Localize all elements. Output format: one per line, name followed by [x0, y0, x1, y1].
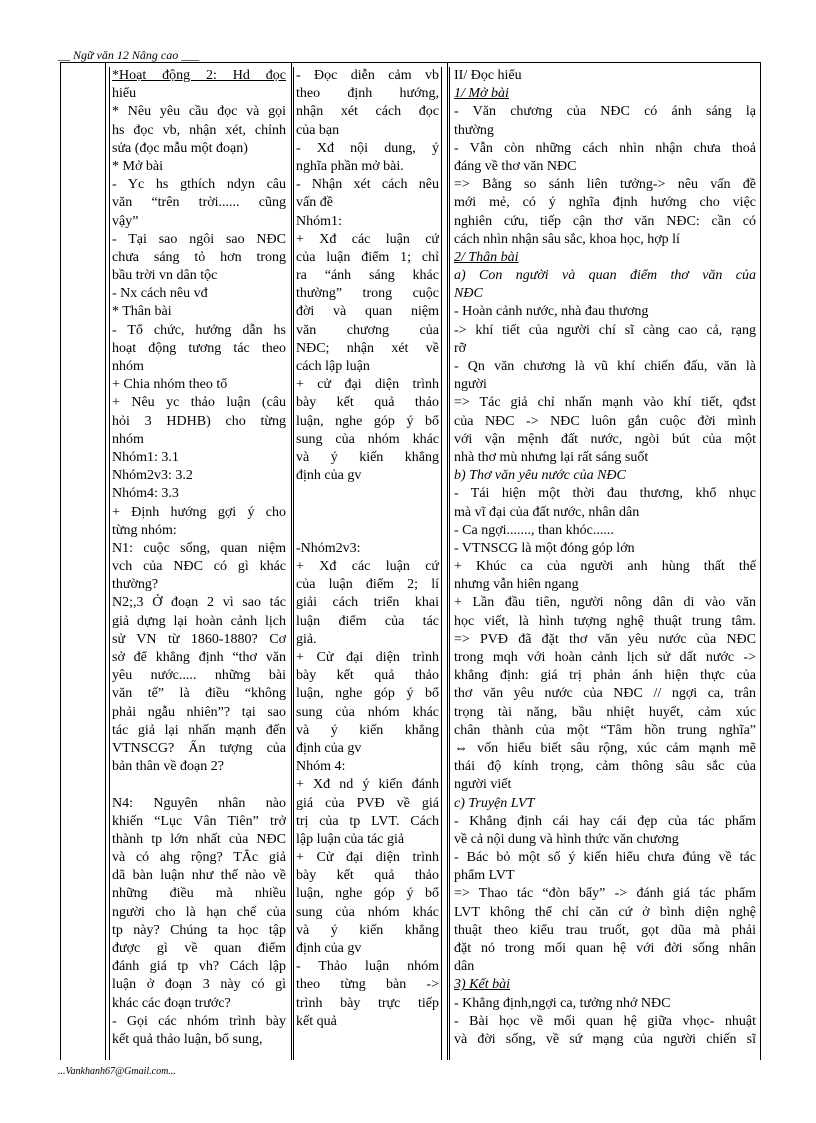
text-line: đặt nó trong mối quan hệ với đời sống nhân: [454, 941, 756, 956]
text-line: N1: cuộc sống, quan niệm: [112, 540, 286, 556]
text-line: giả.: [296, 631, 317, 647]
text-line: người cho là hạn chế của: [112, 904, 286, 920]
text-line: b) Thơ văn yêu nước của NĐC: [454, 468, 626, 484]
text-line: định của gv: [296, 941, 362, 956]
text-line: sử VN từ 1860-1880? Cơ: [112, 631, 286, 647]
text-line: - Yc hs gthích ndyn câu: [112, 177, 286, 193]
page-header: __ Ngữ văn 12 Nâng cao ___: [58, 48, 200, 62]
text-line: chân thành của một “Tâm hồn trung nghĩa”: [454, 722, 756, 738]
text-line: trọng tài năng, bầu nhiệt huyết, cảm xúc: [454, 704, 756, 720]
text-line: a) Con người và quan điểm thơ văn của: [454, 268, 756, 284]
text-line: luận, nghe góp ý bổ: [296, 886, 439, 902]
text-line: giá của PVĐ về giá: [296, 795, 439, 811]
text-line: ra “ánh sáng khác: [296, 268, 439, 284]
text-line: vch của NĐC có gì khác: [112, 559, 286, 575]
text-line: - Thảo luận nhóm: [296, 959, 439, 975]
text-line: + Khúc ca của người anh hùng thất thế: [454, 559, 756, 575]
student-activities-cell: [293, 67, 442, 1060]
text-line: luận, nghe góp ý bổ: [296, 413, 439, 429]
text-line: nghĩa phần mở bài.: [296, 158, 404, 174]
text-line: nhưng vẫn hiên ngang: [454, 577, 579, 593]
text-line: thái độ kính trọng, cảm thông sâu sắc của: [454, 759, 756, 775]
lesson-table: [60, 62, 761, 1060]
text-line: khẳng định: giá trị phản ánh hiện thực của: [454, 668, 756, 684]
text-line: - Ca ngợi......., than khóc......: [454, 522, 614, 538]
text-line: trong mqh với hoàn cảnh lịch sử dất nước ->: [454, 650, 756, 665]
text-line: - Gọi các nhóm trình bày: [112, 1013, 286, 1029]
text-line: [296, 504, 439, 522]
text-line: => Bằng so sánh liên tưởng-> nêu vấn đề: [454, 177, 756, 193]
text-line: bày kết quả thảo: [296, 868, 439, 884]
text-line: với vận mệnh đất nước, ngòi bút của một: [454, 431, 756, 447]
text-line: cách lập luận: [296, 359, 370, 374]
text-line: hoạt động tương tác theo: [112, 340, 286, 356]
text-line: luận ở đoạn 3 này có gì: [112, 977, 286, 993]
text-line: VTNSCG? Ấn tượng của: [112, 740, 286, 756]
text-line: đáng về thơ văn NĐC: [454, 158, 577, 174]
page-footer: ...Vankhanh67@Gmail.com...: [58, 1066, 176, 1077]
text-line: - Vẫn còn những cách nhìn nhận chưa thoả: [454, 140, 756, 156]
text-line: + cử đại diện trình: [296, 377, 439, 393]
lesson-content-column: [447, 63, 761, 1060]
text-line: - Bác bỏ một số ý kiến hiểu chưa đúng về tác: [454, 850, 756, 866]
text-line: giải cách triển khai: [296, 595, 439, 611]
text-line: 2/ Thân bài: [454, 249, 519, 265]
text-line: => Tác giả chỉ nhấn mạnh vào khí tiết, qđst: [454, 395, 756, 411]
text-line: kết quả thảo luận, bổ sung,: [112, 1031, 263, 1047]
text-line: thơ văn yêu nước của NĐC // ngợi ca, trân: [454, 686, 756, 702]
empty-margin-column: [61, 63, 106, 1060]
text-line: định của gv: [296, 468, 362, 484]
text-line: Nhóm2v3: 3.2: [112, 468, 193, 484]
text-line: N2;,3 Ở đoạn 2 vì sao tác: [112, 595, 286, 611]
text-line: - Tại sao ngôi sao NĐC: [112, 231, 286, 247]
text-line: người: [454, 377, 487, 393]
text-line: II/ Đọc hiểu: [454, 68, 522, 83]
text-line: * Nêu yêu cầu đọc và gọi: [112, 104, 286, 120]
text-line: theo từng bàn ->: [296, 977, 439, 993]
text-line: + Cử đại diện trình: [296, 650, 439, 665]
text-line: văn tế” là điều “không: [112, 686, 286, 702]
text-line: kết quả: [296, 1013, 337, 1029]
text-line: - Hoàn cảnh nước, nhà đau thương: [454, 304, 649, 320]
text-line: luận điểm của tác: [296, 613, 439, 629]
text-line: văn chương của: [296, 322, 439, 338]
text-line: tác giả lại nhấn mạnh đến: [112, 722, 286, 738]
text-line: nhà thơ mù nhưng lại rất sáng suốt: [454, 449, 649, 465]
text-line: - Khẳng định,ngợi ca, tưởng nhớ NĐC: [454, 995, 671, 1011]
text-line: => Thao tác “đòn bẩy” -> đánh giá tác phẩm: [454, 886, 756, 902]
text-line: thành tp lớn nhất của NĐC: [112, 831, 286, 847]
text-line: thường” trong cuộc: [296, 286, 439, 302]
text-line: phải ngẫu nhiên”? tại sao: [112, 704, 286, 720]
text-line: 3) Kết bài: [454, 977, 510, 993]
text-line: định của gv: [296, 740, 362, 756]
lesson-content-cell: [449, 67, 756, 1060]
text-line: 1/ Mở bài: [454, 86, 509, 102]
text-line: tp này? Chúng ta học tập: [112, 922, 286, 938]
text-line: vậy”: [112, 213, 139, 229]
text-line: luận, nghe góp ý bổ: [296, 686, 439, 702]
text-line: - VTNSCG là một đóng góp lớn: [454, 540, 635, 556]
text-line: + Cử đại diện trình: [296, 850, 439, 866]
text-line: c) Truyện LVT: [454, 795, 535, 811]
text-line: nhận xét cách đọc: [296, 104, 439, 120]
text-line: [296, 485, 439, 503]
text-line: chưa sáng tỏ hơn trong: [112, 249, 286, 265]
text-line: hs đọc vb, nhận xét, chỉnh: [112, 122, 286, 138]
text-line: bản thân về đoạn 2?: [112, 759, 224, 775]
text-line: và có ahg rộng? TẮc giả: [112, 850, 286, 866]
text-line: của luận điểm 2; lí: [296, 577, 439, 593]
text-line: [296, 522, 439, 540]
text-line: nhóm: [112, 359, 144, 374]
text-line: của bạn: [296, 122, 340, 138]
text-line: - Đọc diễn cảm vb: [296, 68, 439, 83]
text-line: đánh giá tp vh? Cách lập: [112, 959, 286, 975]
text-line: => PVĐ đã đặt thơ văn yêu nước của NĐC: [454, 631, 756, 647]
text-line: + Chia nhóm theo tổ: [112, 377, 228, 393]
text-line: *Hoạt động 2: Hd đọc: [112, 68, 286, 83]
text-line: * Mở bài: [112, 158, 163, 174]
text-line: sửa (đọc mẫu một đoạn): [112, 140, 248, 156]
text-line: -Nhóm2v3:: [296, 540, 361, 556]
teacher-activities-column: [105, 63, 292, 1060]
text-line: và ý kiến khẳng: [296, 722, 439, 738]
text-line: thuật theo kiểu trau truốt, gọt dũa mà phải: [454, 922, 756, 938]
text-line: - Khẳng định cái hay cái đẹp của tác phẩm: [454, 813, 756, 829]
text-line: từng nhóm:: [112, 522, 177, 538]
text-line: bày kết quả thảo: [296, 668, 439, 684]
text-line: Nhóm 4:: [296, 759, 346, 775]
text-line: giả dựng lại hoàn cảnh lịch: [112, 613, 286, 629]
text-line: mà vĩ đại của đất nước, nhân dân: [454, 504, 640, 520]
text-line: + Lần đầu tiên, người nông dân di vào văn: [454, 595, 756, 611]
text-line: - Tổ chức, hướng dẫn hs: [112, 322, 286, 338]
text-line: sung của nhóm khác: [296, 704, 439, 720]
text-line: Nhóm4: 3.3: [112, 486, 179, 502]
text-line: - Nhận xét cách nêu: [296, 177, 439, 193]
text-line: học viết, là hình tượng nghệ thuật trung tâm.: [454, 613, 756, 629]
text-line: của luận điểm 1; chỉ: [296, 249, 439, 265]
text-line: NĐC; nhận xét về: [296, 340, 439, 356]
text-line: dân: [454, 959, 475, 975]
text-line: bày kết quả thảo: [296, 395, 439, 411]
student-activities-column: [291, 63, 448, 1060]
text-line: * Thân bài: [112, 304, 172, 320]
text-line: Nhóm1: 3.1: [112, 449, 179, 465]
text-line: trình bày trực tiếp: [296, 995, 439, 1011]
text-line: của NĐC -> NĐC luôn gắn cuộc đời mình: [454, 413, 756, 429]
text-line: nghiên cứu, tiếp cận thơ văn NĐC: cần có: [454, 213, 756, 229]
text-line: đời và quan niệm: [296, 304, 439, 320]
text-line: cách nhìn nhận sâu sắc, khoa học, hợp lí: [454, 231, 680, 247]
text-line: LVT không thể chỉ căn cứ ở bình diện nghệ: [454, 904, 756, 920]
text-line: và đời sống, về sứ mạng của người chiến sĩ: [454, 1031, 756, 1047]
text-line: những điều mà nhiều: [112, 886, 286, 902]
text-line: vấn đề: [296, 195, 333, 211]
text-line: hiểu: [112, 86, 137, 102]
text-line: và ý kiến khẳng: [296, 449, 439, 465]
text-line: [112, 776, 286, 794]
text-line: khiến “Lục Vân Tiên” trở: [112, 813, 286, 829]
text-line: - Bài học về mối quan hệ giữa vhọc- nhuật: [454, 1013, 756, 1029]
text-line: thường: [454, 122, 494, 138]
text-line: NĐC: [454, 286, 483, 302]
text-line: + Xđ nd ý kiến đánh: [296, 777, 439, 793]
text-line: + Xđ các luận cứ: [296, 231, 439, 247]
text-line: được gì về quan điểm: [112, 941, 286, 956]
text-line: - Văn chương của NĐC có ánh sáng lạ: [454, 104, 756, 120]
text-line: bầu trời vn dân tộc: [112, 268, 218, 284]
text-line: trị của tp LVT. Cách: [296, 813, 439, 829]
text-line: rỡ: [454, 340, 467, 356]
text-line: nhóm: [112, 431, 144, 447]
text-line: + Nêu yc thảo luận (câu: [112, 395, 286, 411]
text-line: N4: Nguyên nhân nào: [112, 795, 286, 811]
text-line: sung của nhóm khác: [296, 904, 439, 920]
text-line: về cả nội dung và hình thức văn chương: [454, 831, 679, 847]
text-line: hỏi 3 HDHB) cho từng: [112, 413, 286, 429]
text-line: sở để khẳng định “thơ văn: [112, 650, 286, 665]
text-line: + Định hướng gợi ý cho: [112, 504, 286, 520]
text-line: thường?: [112, 577, 159, 593]
text-line: mới mẻ, có ý nghĩa định hướng cho việc: [454, 195, 756, 211]
text-line: phẩm LVT: [454, 868, 515, 884]
text-line: + Xđ các luận cứ: [296, 559, 439, 575]
text-line: văn “trên trời...... cũng: [112, 195, 286, 211]
text-line: - Qn văn chương là vũ khí chiến đấu, văn là: [454, 359, 756, 374]
text-line: - Nx cách nêu vđ: [112, 286, 208, 302]
text-line: theo định hướng,: [296, 86, 439, 102]
text-line: lập luận của tác giả: [296, 831, 405, 847]
text-line: sung của nhóm khác: [296, 431, 439, 447]
text-line: - Xđ nội dung, ý: [296, 140, 439, 156]
text-line: - Tái hiện một thời đau thương, khổ nhục: [454, 486, 756, 502]
text-line: Nhóm1:: [296, 213, 342, 229]
text-line: ⇔ vốn hiểu biết sâu rộng, xúc cảm mạnh mẽ: [454, 740, 756, 756]
text-line: -> khí tiết của người chí sĩ càng cao cả, rạng: [454, 322, 756, 338]
teacher-activities-cell: [109, 67, 286, 1060]
text-line: và ý kiến khẳng: [296, 922, 439, 938]
text-line: khác các đoạn trước?: [112, 995, 231, 1011]
text-line: người viết: [454, 777, 512, 793]
text-line: yêu nước..... những bài: [112, 668, 286, 684]
text-line: dã bàn luận như thế nào về: [112, 868, 286, 884]
